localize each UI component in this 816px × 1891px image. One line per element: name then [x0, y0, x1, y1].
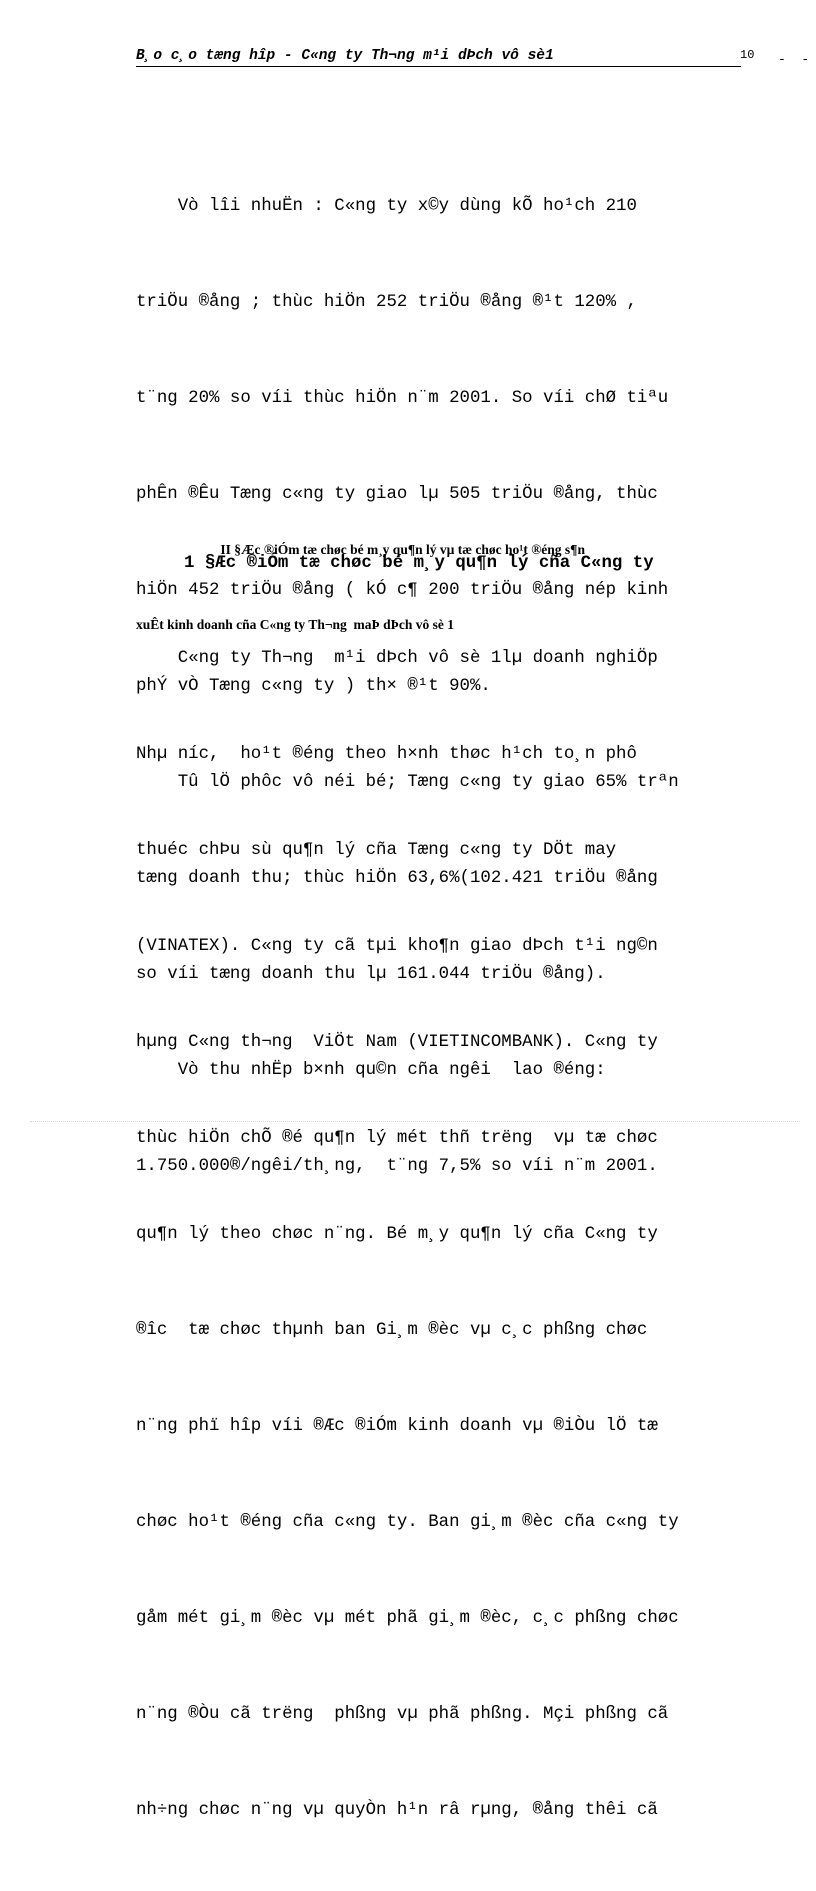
text-line: t¨ng 20% so víi thùc hiÖn n¨m 2001. So víi chØ tiªu: [136, 389, 669, 408]
subsection-heading: 1 §Æc ®iÓm tæ chøc bé m¸y qu¶n lý cña C«ng ty: [184, 554, 654, 573]
text-line: Vò thu nhËp b×nh qu©n cña ngêi lao ®éng:: [136, 1061, 606, 1080]
text-line: nh÷ng chøc n¨ng vµ quyÒn h¹n râ rµng, ®ång thêi cã: [136, 1801, 658, 1820]
running-header: B¸o c¸o tæng hîp - C«ng ty Th¬ng m¹i dÞch vô sè1: [136, 46, 741, 67]
paragraph-organization: [136, 579, 741, 1891]
text-line: qu¶n lý theo chøc n¨ng. Bé m¸y qu¶n lý cña C«ng ty: [136, 1225, 658, 1244]
text-line: tæng doanh thu; thùc hiÖn 63,6%(102.421 triÖu ®ång: [136, 869, 658, 888]
text-line: Tû lÖ phôc vô néi bé; Tæng c«ng ty giao 65% trªn: [136, 773, 679, 792]
page-bottom-rule: [30, 1121, 800, 1122]
text-line: n¨ng ®Òu cã trëng phßng vµ phã phßng. Mçi phßng cã: [136, 1705, 669, 1724]
text-line: n¨ng phï hîp víi ®Æc ®iÓm kinh doanh vµ ®iÒu lÖ tæ: [136, 1417, 658, 1436]
text-line: gåm mét gi¸m ®èc vµ mét phã gi¸m ®èc, c¸c phßng chøc: [136, 1609, 679, 1628]
text-line: (VINATEX). C«ng ty cã tµi kho¶n giao dÞch t¹i ng©n: [136, 937, 658, 956]
text-line: 1.750.000®/ngêi/th¸ng, t¨ng 7,5% so víi n¨m 2001.: [136, 1157, 658, 1176]
text-line: C«ng ty Th¬ng m¹i dÞch vô sè 1lµ doanh nghiÖp: [136, 649, 658, 668]
header-dashes: - -: [778, 52, 810, 67]
text-line: so víi tæng doanh thu lµ 161.044 triÖu ®ång).: [136, 965, 606, 984]
text-line: thuéc chÞu sù qu¶n lý cña Tæng c«ng ty DÖt may: [136, 841, 617, 860]
text-line: hiÖn 452 triÖu ®ång ( kÓ c¶ 200 triÖu ®ång nép kinh: [136, 581, 669, 600]
text-line: Vò lîi nhuËn : C«ng ty x©y dùng kÕ ho¹ch 210: [136, 197, 637, 216]
section-heading-line: xuÊt kinh doanh cña C«ng ty Th¬ng maÞ dÞch vô sè 1: [136, 617, 455, 632]
text-line: phÊn ®Êu Tæng c«ng ty giao lµ 505 triÖu ®ång, thùc: [136, 485, 658, 504]
text-line: hµng C«ng th¬ng ViÖt Nam (VIETINCOMBANK). C«ng ty: [136, 1033, 658, 1052]
text-line: triÖu ®ång ; thùc hiÖn 252 triÖu ®ång ®¹t 120% ,: [136, 293, 637, 312]
section-heading-line: II §Æc ®iÓm tæ chøc bé m¸y qu¶n lý vµ tæ chøc ho¹t ®éng s¶n: [136, 542, 585, 557]
text-line: phÝ vÒ Tæng c«ng ty ) th× ®¹t 90%.: [136, 677, 491, 696]
text-line: Nhµ níc, ho¹t ®éng theo h×nh thøc h¹ch to¸n phô: [136, 745, 637, 764]
text-line: ®îc tæ chøc thµnh ban Gi¸m ®èc vµ c¸c phßng chøc: [136, 1321, 648, 1340]
text-line: chøc ho¹t ®éng cña c«ng ty. Ban gi¸m ®èc cña c«ng ty: [136, 1513, 679, 1532]
page-number: 10: [740, 48, 755, 62]
text-line: thùc hiÖn chÕ ®é qu¶n lý mét thñ trëng vµ tæ chøc: [136, 1129, 658, 1148]
